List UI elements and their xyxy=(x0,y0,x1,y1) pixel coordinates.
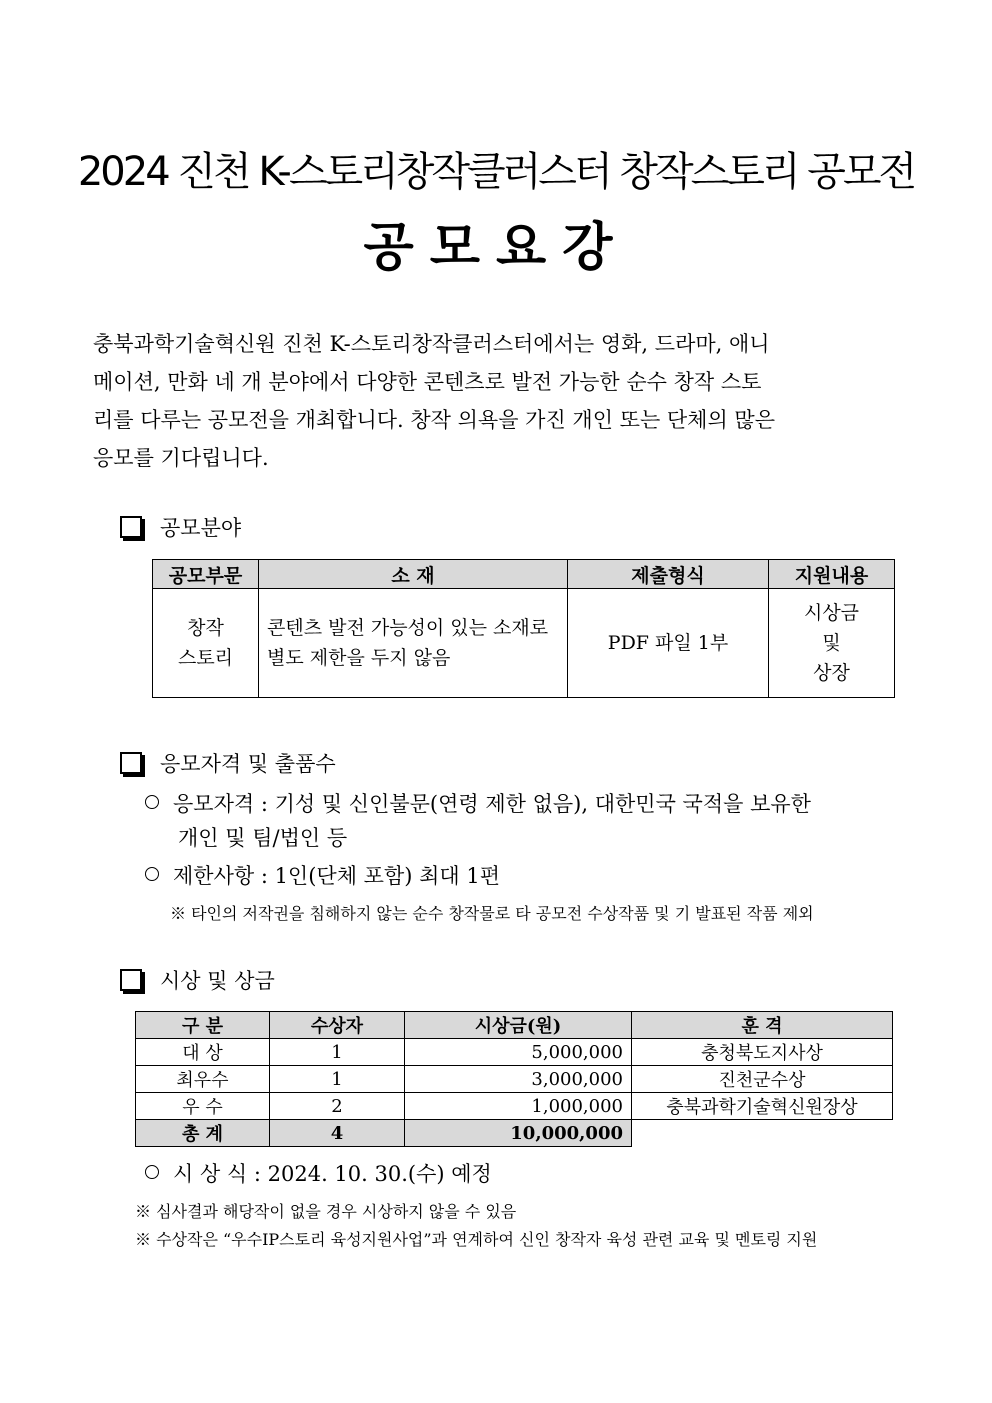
limit-item xyxy=(145,858,500,894)
checkbox-square-icon xyxy=(120,752,142,774)
award-note: ※ 수상작은 “우수IP스토리 육성지원사업”과 연계하여 신인 창작자 육성 관련 교육 및 멘토링 지원 xyxy=(135,1230,818,1249)
section-heading-label: 공모분야 xyxy=(160,516,242,540)
count-cell: 1 xyxy=(270,1066,405,1093)
cell-line: 스토리 xyxy=(177,647,234,669)
category-cell xyxy=(153,589,259,698)
checkbox-square-icon xyxy=(120,969,142,991)
field-table xyxy=(152,559,895,698)
document-subtitle: 공모요강 xyxy=(363,217,629,278)
table-header: 제출형식 xyxy=(568,560,769,589)
item-text: 제한사항 : 1인(단체 포함) 최대 1편 xyxy=(173,864,500,888)
copyright-note: ※ 타인의 저작권을 침해하지 않는 순수 창작물로 타 공모전 수상작품 및 기 발표된 작품 제외 xyxy=(170,904,814,923)
checkbox-square-icon xyxy=(120,516,142,538)
table-header: 공모부문 xyxy=(153,560,259,589)
eligibility-item-continued: 개인 및 팀/법인 등 xyxy=(178,826,348,850)
honor-cell: 진천군수상 xyxy=(632,1066,893,1093)
awards-table xyxy=(135,1011,893,1147)
cell-line: 상장 xyxy=(813,662,850,684)
award-note: ※ 심사결과 해당작이 없을 경우 시상하지 않을 수 있음 xyxy=(135,1202,517,1221)
intro-line: 메이션, 만화 네 개 분야에서 다양한 콘텐츠로 발전 가능한 순수 창작 스토 xyxy=(93,370,762,394)
honor-cell: 충청북도지사상 xyxy=(632,1039,893,1066)
grade-cell: 우 수 xyxy=(136,1093,270,1120)
table-header: 시상금(원) xyxy=(405,1012,632,1039)
prize-cell: 5,000,000 xyxy=(405,1039,632,1066)
circle-bullet-icon xyxy=(145,1165,159,1179)
intro-line: 리를 다루는 공모전을 개최합니다. 창작 의욕을 가진 개인 또는 단체의 많은 xyxy=(93,408,776,432)
table-header: 훈 격 xyxy=(632,1012,893,1039)
prize-cell: 1,000,000 xyxy=(405,1093,632,1120)
cell-line: 콘텐츠 발전 가능성이 있는 소재로 xyxy=(267,617,549,639)
format-cell: PDF 파일 1부 xyxy=(568,589,769,698)
cell-line: 및 xyxy=(822,632,841,654)
table-header: 소 재 xyxy=(259,560,568,589)
grade-cell: 최우수 xyxy=(136,1066,270,1093)
cell-line: 시상금 xyxy=(803,602,860,624)
item-text: 응모자격 : 기성 및 신인불문(연령 제한 없음), 대한민국 국적을 보유한 xyxy=(173,792,811,816)
table-header: 수상자 xyxy=(270,1012,405,1039)
table-header: 구 분 xyxy=(136,1012,270,1039)
item-text: 시 상 식 : 2024. 10. 30.(수) 예정 xyxy=(173,1162,492,1186)
section-heading-eligibility xyxy=(120,748,336,778)
table-row xyxy=(136,1039,893,1066)
table-row xyxy=(136,1066,893,1093)
count-cell: 1 xyxy=(270,1039,405,1066)
honor-cell: 충북과학기술혁신원장상 xyxy=(632,1093,893,1120)
material-cell xyxy=(259,589,568,698)
circle-bullet-icon xyxy=(145,867,159,881)
total-prize: 10,000,000 xyxy=(405,1120,632,1147)
section-heading-awards xyxy=(120,965,275,995)
total-count: 4 xyxy=(270,1120,405,1147)
total-label: 총 계 xyxy=(136,1120,270,1147)
section-heading-label: 시상 및 상금 xyxy=(160,969,275,993)
table-row xyxy=(153,589,895,698)
intro-line: 충북과학기술혁신원 진천 K-스토리창작클러스터에서는 영화, 드라마, 애니 xyxy=(93,332,770,356)
total-row xyxy=(136,1120,893,1147)
circle-bullet-icon xyxy=(145,795,159,809)
intro-line: 응모를 기다립니다. xyxy=(93,446,269,470)
count-cell: 2 xyxy=(270,1093,405,1120)
section-heading-label: 응모자격 및 출품수 xyxy=(160,752,336,776)
section-heading-field xyxy=(120,512,241,542)
ceremony-item xyxy=(145,1156,492,1192)
support-cell xyxy=(769,589,895,698)
document-title: 2024 진천 K-스토리창작클러스터 창작스토리 공모전 xyxy=(77,149,915,195)
table-header: 지원내용 xyxy=(769,560,895,589)
table-row xyxy=(136,1093,893,1120)
prize-cell: 3,000,000 xyxy=(405,1066,632,1093)
grade-cell: 대 상 xyxy=(136,1039,270,1066)
intro-paragraph xyxy=(93,325,898,477)
empty-cell xyxy=(632,1120,893,1147)
eligibility-item xyxy=(145,786,811,822)
cell-line: 별도 제한을 두지 않음 xyxy=(267,647,451,669)
cell-line: 창작 xyxy=(187,617,224,639)
